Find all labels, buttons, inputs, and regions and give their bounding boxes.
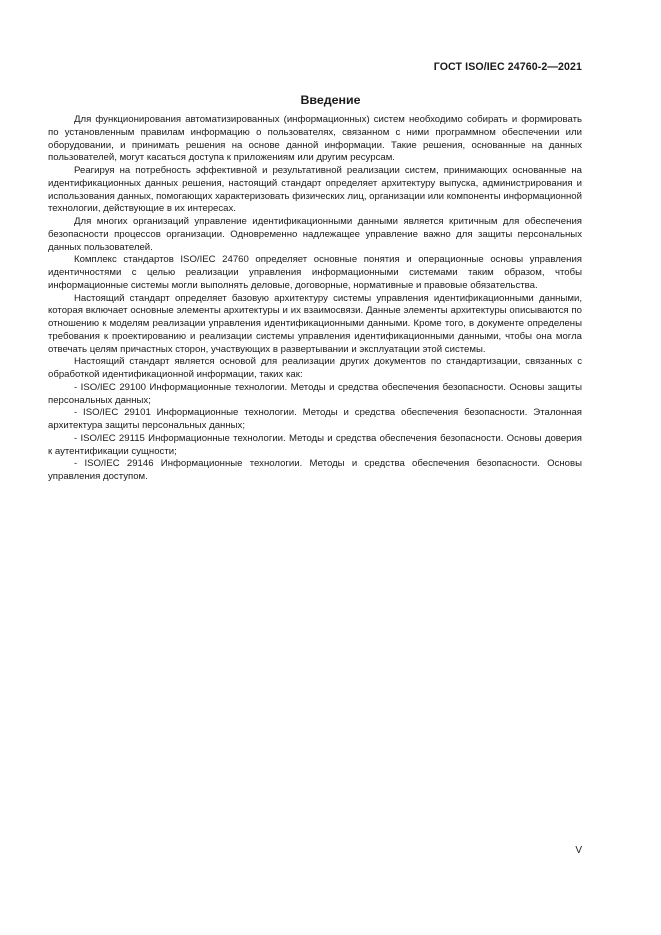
paragraph: Реагируя на потребность эффективной и результативной реализации систем, принимающих основанные на идентификационных данных решения, настоящий стандарт определяет архитектуру выпуска, администрирования и использования данных, помогающих характеризовать физических лиц, организации или компоненты информационной технологии, действующие в их интересах. — [48, 165, 582, 215]
paragraph: Для многих организаций управление идентификационными данными является критичным для обеспечения безопасности процессов организации. Одновременно надлежащее управление важно для защиты персональных данных пользователей. — [48, 216, 582, 253]
paragraph: Для функционирования автоматизированных (информационных) систем необходимо собирать и формировать по установленным правилам информацию о пользователях, связанном с ними программном обеспечении или оборудовании, и принимать решения на основе данной информации. Такие решения, основанные на данных пользователей, могут касаться доступа к приложениям или другим ресурсам. — [48, 114, 582, 164]
document-standard-id: ГОСТ ISO/IEC 24760-2—2021 — [433, 61, 582, 73]
paragraph: Настоящий стандарт является основой для реализации других документов по стандартизации, связанных с обработкой идентификационной информации, таких как: — [48, 356, 582, 380]
list-item: - ISO/IEC 29101 Информационные технологии. Методы и средства обеспечения безопасности. Эталонная архитектура защиты персональных данных; — [48, 407, 582, 431]
list-item: - ISO/IEC 29100 Информационные технологии. Методы и средства обеспечения безопасности. Основы защиты персональных данных; — [48, 381, 582, 406]
list-item: - ISO/IEC 29146 Информационные технологии. Методы и средства обеспечения безопасности. Основы управления доступом. — [48, 458, 582, 482]
paragraph: Настоящий стандарт определяет базовую архитектуру системы управления идентификационными данными, которая включает основные элементы архитектуры и их взаимосвязи. Данные элементы архитектуры описываются по отношению к моделям реализации управления идентификационными данными. Кроме того, в документе определены требования к проектированию и реализации системы управления идентификационными данными, чтобы она могла отвечать целям причастных сторон, участвующих в развертывании и эксплуатации этой системы. — [48, 292, 582, 355]
paragraph: Комплекс стандартов ISO/IEC 24760 определяет основные понятия и операционные основы управления идентичностями с целью реализации управления информационными системами таким образом, чтобы информационные системы могли выполнять деловые, договорные, нормативные и правовые обязательства. — [48, 254, 582, 291]
page-number: V — [575, 845, 582, 856]
document-body — [48, 114, 582, 484]
list-item: - ISO/IEC 29115 Информационные технологии. Методы и средства обеспечения безопасности. Основы доверия к аутентификации сущности; — [48, 432, 582, 457]
page-title: Введение — [300, 93, 361, 107]
